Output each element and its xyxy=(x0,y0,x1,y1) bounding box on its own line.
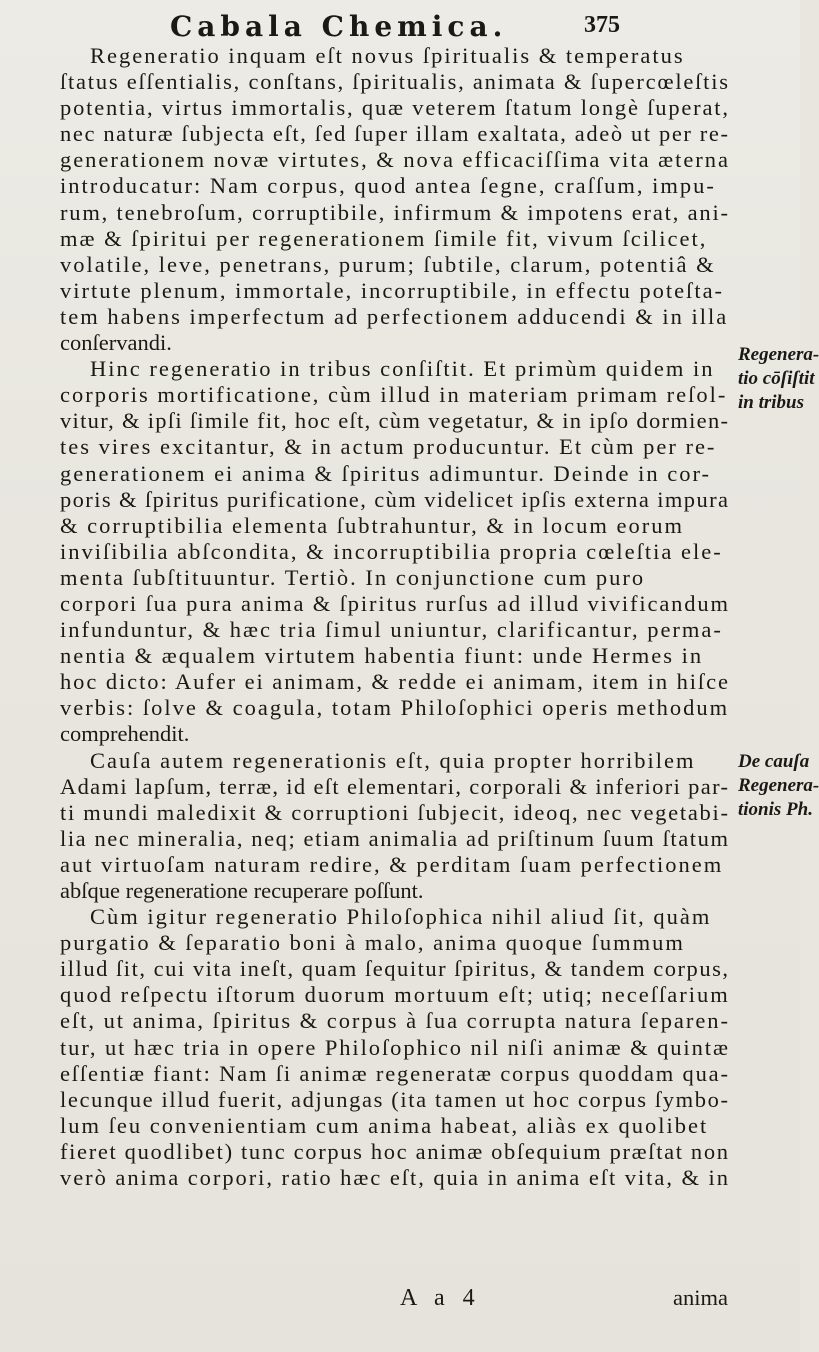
text-line: potentia, virtus immortalis, quæ veterem ſtatum longè ſuperat, xyxy=(60,95,730,121)
margin-note-line: tionis Ph. xyxy=(738,799,813,820)
text-line: Hinc regeneratio in tribus conſiſtit. Et primùm quidem in xyxy=(90,356,715,382)
text-line: verò anima corpori, ratio hæc eſt, quia in anima eſt vita, & in xyxy=(60,1165,730,1191)
text-line: Cauſa autem regenerationis eſt, quia propter horribilem xyxy=(90,747,696,773)
text-line: rum, tenebroſum, corruptibile, infirmum & impotens erat, ani- xyxy=(60,199,730,225)
text-line: illud ſit, cui vita ineſt, quam ſequitur ſpiritus, & tandem corpus, xyxy=(60,956,730,982)
signature-mark: A a 4 xyxy=(400,1285,481,1311)
text-line: lum ſeu convenientiam cum anima habeat, aliàs ex quolibet xyxy=(60,1112,709,1138)
text-line: aut virtuoſam naturam redire, & perditam ſuam perfectionem xyxy=(60,851,724,877)
text-line: virtute plenum, immortale, incorruptibile, in effectu poteſta- xyxy=(60,277,725,303)
text-line: vitur, & ipſi ſimile fit, hoc eſt, cùm vegetatur, & in ipſo dormien- xyxy=(60,408,730,434)
text-line: verbis: ſolve & coagula, totam Philoſophici operis methodum xyxy=(60,695,730,721)
text-line: hoc dicto: Aufer ei animam, & redde ei animam, item in hiſce xyxy=(60,669,730,695)
text-line: introducatur: Nam corpus, quod antea ſegne, craſſum, impu- xyxy=(60,173,716,199)
margin-note-regeneratio xyxy=(738,343,819,415)
margin-note-line: tio cōſiſtit xyxy=(738,368,815,389)
running-title: Cabala Chemica. xyxy=(170,10,508,43)
text-line: poris & ſpiritus purificatione, cùm videlicet ipſis externa impura xyxy=(60,486,730,512)
text-line: nentia & æqualem virtutem habentia fiunt: unde Hermes in xyxy=(60,643,704,669)
text-line: generationem novæ virtutes, & nova efficaciſſima vita æterna xyxy=(60,147,730,173)
text-line: menta ſubſtituuntur. Tertiò. In conjunctione cum puro xyxy=(60,564,646,590)
text-line: eſt, ut anima, ſpiritus & corpus à ſua corrupta natura ſeparen- xyxy=(60,1008,730,1034)
text-line: ti mundi maledixit & corruptioni ſubjecit, ideoq, nec vegetabi- xyxy=(60,799,730,825)
text-line: inviſibilia abſcondita, & incorruptibilia propria cœleſtia ele- xyxy=(60,538,723,564)
text-line: generationem ei anima & ſpiritus adimuntur. Deinde in cor- xyxy=(60,460,712,486)
text-line: mæ & ſpiritui per regenerationem ſimile fit, vivum ſcilicet, xyxy=(60,225,708,251)
text-line: conſervandi. xyxy=(60,330,172,356)
margin-note-line: Regenera- xyxy=(738,344,819,365)
text-line: corporis mortificatione, cùm illud in materiam primam reſol- xyxy=(60,382,728,408)
margin-note-line: Regenera- xyxy=(738,775,819,796)
text-line: tem habens imperfectum ad perfectionem adducendi & in illa xyxy=(60,303,729,329)
text-line: lia nec mineralia, neq; etiam animalia ad priſtinum ſuum ſtatum xyxy=(60,825,730,851)
text-line: corpori ſua pura anima & ſpiritus rurſus ad illud vivificandum xyxy=(60,590,730,616)
text-line: abſque regeneratione recuperare poſſunt. xyxy=(60,878,424,903)
margin-note-line: De cauſa xyxy=(738,751,810,772)
text-line: eſſentiæ fiant: Nam ſi animæ regeneratæ corpus quoddam qua- xyxy=(60,1060,730,1086)
catchword: anima xyxy=(673,1285,728,1310)
text-line: ſtatus eſſentialis, conſtans, ſpiritualis, animata & ſupercœleſtis xyxy=(60,69,730,95)
text-line: lecunque illud fuerit, adjungas (ita tamen ut hoc corpus ſymbo- xyxy=(60,1086,730,1112)
text-line: Adami lapſum, terræ, id eſt elementari, corporali & inferiori par- xyxy=(60,773,730,799)
page-footer xyxy=(60,1285,728,1315)
text-line: tes vires excitantur, & in actum producuntur. Et cùm per re- xyxy=(60,434,717,460)
margin-note-line: in tribus xyxy=(738,392,805,413)
text-line: tur, ut hæc tria in opere Philoſophico nil niſi animæ & quintæ xyxy=(60,1034,730,1060)
text-line: infunduntur, & hæc tria ſimul uniuntur, clarificantur, perma- xyxy=(60,617,723,643)
text-line: fieret quodlibet) tunc corpus hoc animæ obſequium præſtat non xyxy=(60,1138,730,1164)
body-text xyxy=(60,43,728,1191)
page-number: 375 xyxy=(584,12,620,38)
text-line: purgatio & ſeparatio boni à malo, anima quoque ſummum xyxy=(60,930,685,956)
text-line: quod reſpectu iſtorum duorum mortuum eſt; utiq; neceſſarium xyxy=(60,982,730,1008)
text-line: & corruptibilia elementa ſubtrahuntur, & in locum eorum xyxy=(60,512,684,538)
text-line: Cùm igitur regeneratio Philoſophica nihil aliud ſit, quàm xyxy=(90,904,712,930)
text-line: volatile, leve, penetrans, purum; ſubtile, clarum, potentiâ & xyxy=(60,251,716,277)
margin-note-de-causa xyxy=(738,750,819,822)
text-line: Regeneratio inquam eſt novus ſpiritualis & temperatus xyxy=(90,43,685,68)
running-head xyxy=(150,10,620,44)
text-line: comprehendit. xyxy=(60,721,190,747)
text-line: nec naturæ ſubjecta eſt, ſed ſuper illam exaltata, adeò ut per re- xyxy=(60,121,730,147)
